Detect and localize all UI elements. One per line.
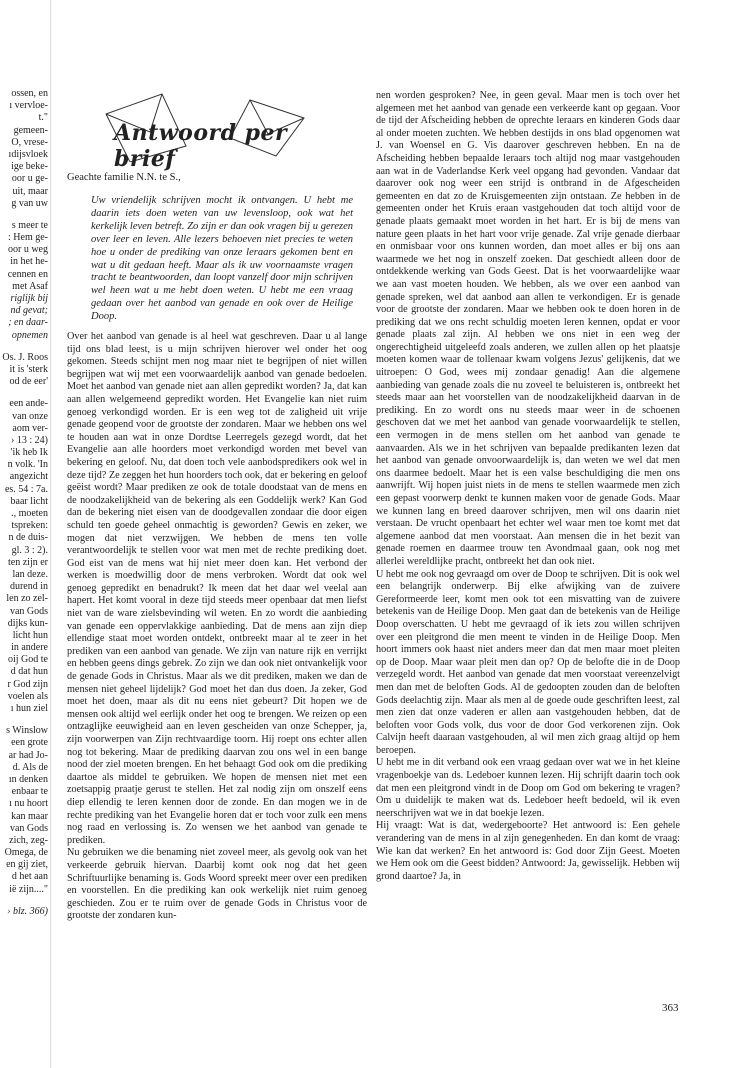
left-text-fragment: it is 'sterk bbox=[9, 363, 48, 375]
spacer bbox=[0, 715, 48, 725]
left-text-fragment: ., moeten bbox=[11, 508, 48, 519]
left-text-fragment: een grote bbox=[11, 737, 48, 749]
left-text-fragment: s meer te bbox=[11, 219, 48, 231]
main-column-paragraph: Nu gebruiken we die benaming niet zoveel meer, als gevolg ook van het verkeerde gebruik hiervan. Daarbij komt ook nog dat het geen Schriftuurlijke benaming is. Gods Woord spreekt meer over een prediken en voorstellen. En die prediking kan ook werkelijk niet ruim genoeg geschieden. Zou er te ruim over de genade Gods in Christus voor de grootste der zondaren kun- bbox=[67, 847, 367, 922]
left-text-fragment: kan maar bbox=[11, 810, 48, 822]
left-text-fragment: Os. J. Roos bbox=[2, 351, 48, 363]
main-column-paragraph: U hebt me ook nog gevraagd om over de Doop te schrijven. Dit is ook wel een belangrijk onderwerp. Bij elke afwijking van de zuivere Gereformeerde leer, komt men ook tot een misvatting van de zuivere betekenis van de Heilige Doop. Men gaat dan de betekenis van de Heilige Doop overschatten. U hebt me gevraagd of ik iets zou willen schrijven over een pleitgrond die men meent te vinden in de Heilige Doop. Men hoort immers ook haast niet anders meer dan dat men maar moet pleiten op de Doop. Maar waar pleit men dan op? Op de belofte die in de Doop verzegeld wordt. Het aanbod van genade dat men voorstaat vereenzelvigt men dan met de beloften Gods. Al de gedoopten zouden dan de beloften Gods deelachtig zijn. Maar als men al de goede oude geschriften leest, zal men zien dat onze vaderen er allen aan vastgehouden hebben, dat de beloften voor Gods volk, dus voor de door God verkorenen zijn. Ook Calvijn heeft daaraan vastgehouden, al wil men zich graag altijd op hem beroepen. bbox=[376, 568, 680, 756]
left-text-fragment: ië zijn...." bbox=[9, 883, 48, 895]
left-text-fragment: s Winslow bbox=[6, 725, 48, 737]
main-column-paragraph: U hebt me in dit verband ook een vraag gedaan over wat we in het kleine vragenboekje van ds. Ledeboer kunnen lezen. Hij schrijft daarin toch ook dat men een pleitgrond vindt in de Doop om God om bekering te vragen? Om u duidelijk te maken wat ds. Ledeboer heeft bedoeld, wil ik even neerschrijven wat we in dat boekje lezen. bbox=[376, 757, 680, 819]
left-text-fragment: › 13 : 24) bbox=[11, 434, 48, 446]
left-text-fragment: van onze bbox=[12, 410, 48, 422]
main-column-1 bbox=[67, 331, 367, 923]
main-column-paragraph: Over het aanbod van genade is al heel wat geschreven. Daar u al lange tijd ons blad leest, is u mijn schrijven hierover wel onder het oog gekomen. Steeds schijnt men nog maar niet te begrijpen of niet willen begrijpen wat wij met een voorwaardelijk aanbod van genade bedoelen. Moet het aanbod van genade niet aan allen gepredikt worden? Ja, dat kan aan allen welgemeend gepredikt worden. Het Evangelie kan niet ruim genoeg verkondigd worden. Er is een weg tot de zaligheid uit vrije genade geopend voor de grootste der zondaren. Maar we hebben ons wel te houden aan wat in onze Dordtse Leerregels gezegd wordt, dat het Evangelie aan alle hoorders moet verkondigd worden met bevel van bekering en geloof. Nu, dat doen toch vele aanbodspredikers ook wel in deze tijd? Ze zeggen het hun hoorders toch ook, dat er bekering en geloof geëist wordt? Maar prediken ze ook de totale doodstaat van de mens en de noodzakelijkheid van de bekering als een Goddelijk werk? Kan God dan de bekering niet eisen van de doodgevallen zondaar die door eigen schuld ten goede geheel onmachtig is geworden? Gewis en zeker, we mogen dat niet verzwijgen. We hebben de mens ten volle verantwoordelijk te stellen voor wat men met de rechte prediking doet. God eist van de mens wat hij niet meer doen kan. Het verbond der werken is moedwillig door de mens verbroken. Wordt dat ook wel genoeg gepredikt en benadrukt? Ik meen dat het daar wel veelal aan hapert. Het komt vooral in deze tijd steeds meer openbaar dat men liefst niet van de ware zielsbevinding wil weten. En zo wordt die aanbieding van genade een oppervlakkige aanbieding. Dat de mens aan zijn diep ellendige staat moet worden ontdekt, ontbreekt maar al te zeer in het prediken van een aanbod van genade. We zijn van nature rijk en verrijkt en hebben geens dings gebrek. Zo zijn we dan ook niet ontvankelijk voor de genade Gods in Christus. Maar als we dit prediken, maken we dan de mensen niet geheel lijdelijk? God moet het dan dus doen. Ja zeker, God moet het doen, maar als dit nu eens niet gebeurt? Dit hopen we de mensen ook altijd wel eerlijk onder het oog te brengen. We reizen op een ontzaglijke eeuwigheid aan en leven gescheiden van onze Schepper, ja, zijn voorwerpen van Zijn rechtvaardige toorn. Hij roept ons echter allen nog tot bekering. Maar de prediking daarvan zou ons wel in een bange nood der ziel moeten brengen. En het behaagt God ook om die prediking daartoe als middel te gebruiken. We hopen de mensen niet met een zoetsappig praatje gerust te stellen. Het zal nodig zijn om onszelf eens diep ellendig te leren kennen door de zonde. En dan mogen we in de rechte prediking van het Evangelie horen dat er toch voor zulk een mens nog raad en verlossing is. Zo wensen we het aanbod van genade te prediken. bbox=[67, 331, 367, 846]
left-text-fragment: : Hem ge- bbox=[8, 232, 48, 244]
left-text-fragment: › blz. 366) bbox=[7, 905, 48, 917]
left-text-fragment: nd gevat; bbox=[10, 305, 48, 317]
left-text-fragment: met Asaf bbox=[12, 280, 48, 292]
left-text-fragment: uit, maar bbox=[12, 185, 48, 197]
left-text-fragment: oor u ge- bbox=[11, 173, 48, 185]
left-text-fragment: g van uw bbox=[11, 197, 48, 209]
left-text-fragment: oor u weg bbox=[8, 244, 48, 256]
salutation: Geachte familie N.N. te S., bbox=[67, 172, 181, 183]
left-text-fragment: tspreken: bbox=[11, 520, 48, 532]
left-text-fragment: voelen als bbox=[7, 690, 48, 702]
left-text-fragment: ı vervloe- bbox=[9, 100, 48, 112]
left-text-fragment: van Gods bbox=[9, 605, 48, 617]
header-title: Antwoord per brief bbox=[114, 120, 288, 172]
section-header bbox=[100, 92, 310, 172]
left-text-fragment: ıdijsvloek bbox=[8, 148, 48, 160]
left-text-fragment: ossen, en bbox=[11, 88, 48, 99]
intro-paragraph: Uw vriendelijk schrijven mocht ik ontvangen. U hebt me daarin iets doen weten van uw levensloop, ook wat het kerkelijk leven betreft. Zo zijn er dan ook vragen bij u gerezen over leer en leven. Alle lezers behoeven niet precies te weten hoe u onder de prediking van onze leraars gekomen bent en wat u dit gedaan heeft. Maar als ik uw voornaamste vragen tracht te beantwoorden, dan loopt vanzelf door mijn schrijven wel heen wat u me hebt doen weten. U hebt me een vraag gedaan over het aanbod van genade en ook over de Heilige Doop. bbox=[91, 195, 353, 323]
left-text-fragment: enbaar te bbox=[11, 786, 48, 798]
left-text-fragment: in andere bbox=[11, 642, 48, 654]
left-text-fragment: len zo zel- bbox=[6, 593, 48, 605]
left-text-fragment: aom ver- bbox=[12, 422, 48, 434]
left-text-fragment: d dat hun bbox=[10, 666, 48, 678]
left-text-fragment: n de duis- bbox=[8, 532, 48, 544]
spacer bbox=[0, 210, 48, 220]
left-text-fragment: O, vrese- bbox=[11, 136, 48, 148]
left-text-fragment: d het aan bbox=[11, 871, 48, 883]
left-text-fragment: ı nu hoort bbox=[9, 798, 48, 810]
left-text-fragment: riglijk bij bbox=[10, 293, 48, 304]
left-text-fragment: baar licht bbox=[10, 495, 48, 507]
left-text-fragment: t." bbox=[38, 112, 48, 124]
left-page-fragment bbox=[0, 88, 48, 918]
left-text-fragment: r God zijn bbox=[7, 678, 48, 690]
main-column-paragraph: nen worden gesproken? Nee, in geen geval. Maar men is toch over het algemeen met het aanbod van genade een verkeerde kant op gegaan. Voor de tijd der Afscheiding hebben de oprechte leraars en kinderen Gods daar al onder moeten zuchten. We hebben destijds in ons blad opgenomen wat J. van Woensel en G. Vis daarover geschreven hebben. En na de Afscheiding hebben bepaalde leraars toch altijd nog maar vastgehouden aan wat in de Vaderlandse Kerk veel opgang had gevonden. Vandaar dat daarover ook nog weer een strijd is ontbrand in de Afgescheiden gemeenten en dat zo de Kruisgemeenten zijn ontstaan. Ze hebben in de gemeenten onder het Kruis eraan vastgehouden dat toch altijd voor de genade plaats gemaakt moet worden in het hart. Er is bij de mens van nature geen plaats in het hart voor vrije genade. Zal vrije genade dierbaar en onmisbaar voor ons kunnen worden, dan moet alles er bij ons aan waarmede we het nog in onszelf zoeken. Dat geschiedt alleen door de ontdekkende werking van Gods Geest. Dat is het voorwaardelijke waar we aan vast moeten houden. We hebben, als we over een aanbod van genade spreken, wel dat aanbod aan allen te verkondigen. Er is genade voor de grootste der zondaren. Maar we hebben ook te doen horen in de prediking dat we ons recht schuldig moeten leren kennen, opdat er voor genade plaats zal zijn. Al hebben we ons niet in een weg der ongerechtigheid uitgeleefd zoals anderen, we zullen allen op het plaatsje moeten komen waar de tollenaar kwam volgens Jezus' gelijkenis, dat we uitroepen: O God, wees mij zondaar genadig! Aan die algemene aanbieding van genade zoals die nu zoveel te beluisteren is, ontbreekt het steeds maar aan het voorstellen van de noodzakelijkheid daarvan in de prediking. En zo wordt ons nu steeds maar weer in de schoenen geschoven dat we met het aanbod van genade voorwaardelijk te stellen, een vermogen in de mens stellen om het aanbod van genade te aanvaarden. Als we in het schrijven van bepaalde predikanten lezen dat het aanbod van genade onvoorwaardelijk is, dan weten we wel dat men ons daarmee bedoelt. Maar het is een valse beschuldiging die men ons aanwrijft. Wij hopen juist niets in de mens te stellen waarmede men zich een gepast voorwerp denkt te kunnen maken voor de genade Gods. Maar we kunnen lang en breed daarover schrijven, men wil ons daarin niet verstaan. De vrucht openbaart het echter wel waar men toe komt met dat algemene aanbod dat men voorstaat. Aan mensen die in het bezit van genade roemen en daarmee trouw ten Avondmaal gaan, ook nog met allerlei wereldlijke pracht, ontbreekt het dan ook niet. bbox=[376, 90, 680, 567]
left-text-fragment: zich, zeg- bbox=[9, 834, 48, 846]
spacer bbox=[0, 342, 48, 352]
page-number: 363 bbox=[662, 1002, 679, 1014]
left-text-fragment: gl. 3 : 2). bbox=[11, 544, 48, 556]
left-text-fragment: in het he- bbox=[10, 256, 48, 268]
left-text-fragment: ın denken bbox=[8, 773, 48, 785]
left-text-fragment: gemeen- bbox=[13, 124, 48, 136]
left-text-fragment: dijks kun- bbox=[7, 617, 48, 629]
left-text-fragment: lan deze. bbox=[12, 568, 48, 580]
spacer bbox=[0, 896, 48, 906]
left-text-fragment: van Gods bbox=[9, 822, 48, 834]
main-column-paragraph: Hij vraagt: Wat is dat, wedergeboorte? Het antwoord is: Een gehele verandering van de mens in al zijn genegenheden. En dan komt de vraag: Wie kan dat werken? En het antwoord is: God door Zijn Geest. Moeten we Hem ook om die Geest bidden? Antwoord: Ja, gewisselijk. Hebben wij grond daartoe? Ja, in bbox=[376, 820, 680, 882]
left-text-fragment: es. 54 : 7a. bbox=[4, 483, 48, 495]
main-column-2 bbox=[376, 90, 680, 883]
left-text-fragment: od de eer' bbox=[9, 376, 48, 388]
left-text-fragment: durend in bbox=[9, 581, 48, 593]
spacer bbox=[0, 388, 48, 398]
left-text-fragment: ige beke- bbox=[11, 161, 48, 173]
left-text-fragment: opnemen bbox=[11, 329, 48, 341]
left-text-fragment: 'ik heb Ik bbox=[10, 447, 48, 459]
left-text-fragment: licht hun bbox=[12, 629, 48, 641]
left-text-fragment: ten zijn er bbox=[8, 556, 48, 568]
left-text-fragment: cennen en bbox=[7, 268, 48, 280]
page-gutter bbox=[50, 0, 52, 1068]
left-text-fragment: ı hun ziel bbox=[10, 703, 48, 714]
left-text-fragment: ; en daar- bbox=[8, 317, 48, 329]
left-text-fragment: oij God te bbox=[8, 654, 48, 666]
left-text-fragment: ar had Jo- bbox=[8, 749, 48, 761]
left-text-fragment: n volk. 'In bbox=[7, 459, 48, 471]
left-text-fragment: en gij ziet, bbox=[6, 859, 48, 871]
left-text-fragment: d. Als de bbox=[12, 761, 48, 773]
left-text-fragment: Omega, de bbox=[4, 847, 48, 859]
left-text-fragment: een ande- bbox=[9, 398, 48, 410]
left-text-fragment: angezicht bbox=[9, 471, 48, 483]
